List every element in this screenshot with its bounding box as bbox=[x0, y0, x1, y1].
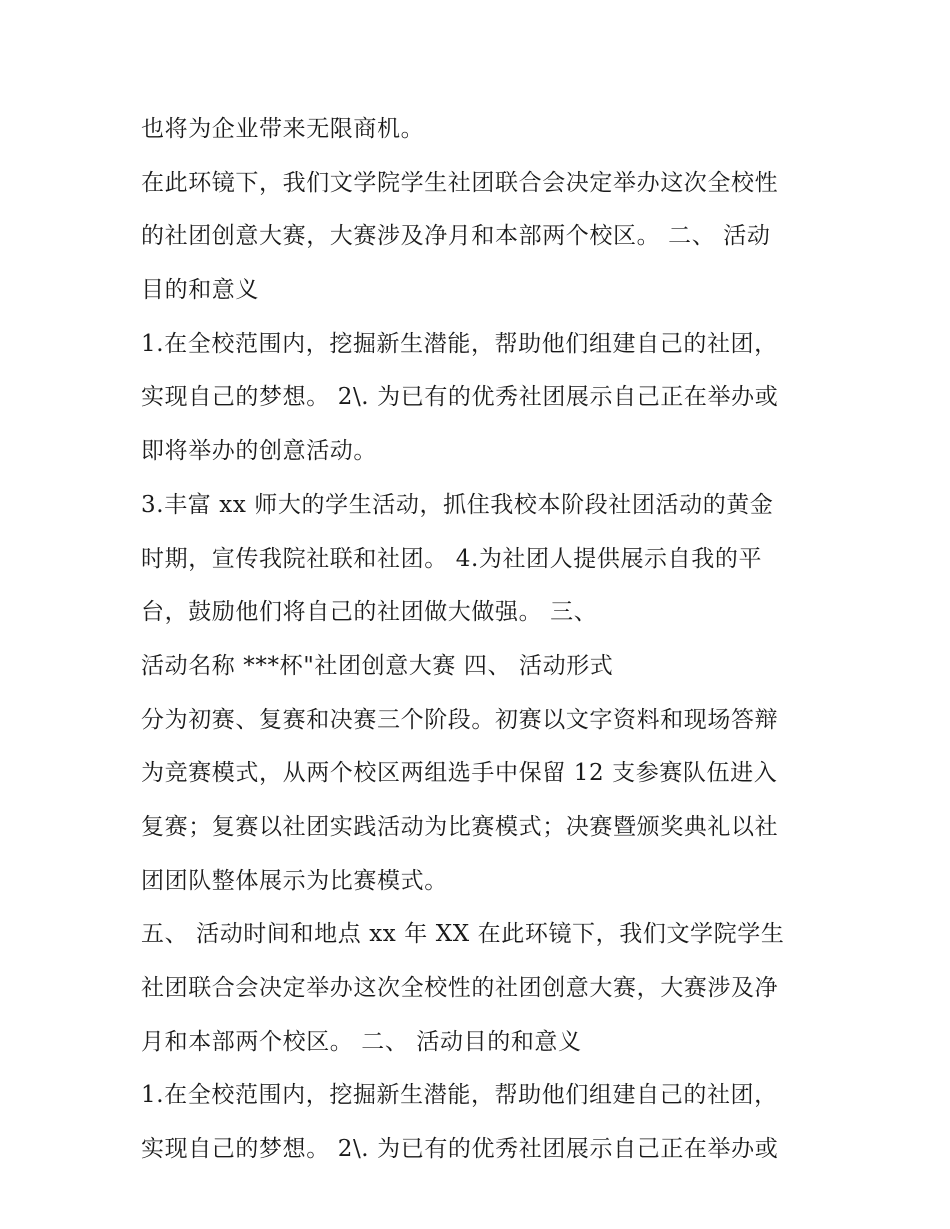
text-line: 分为初赛、复赛和决赛三个阶段。初赛以文字资料和现场答辩 bbox=[141, 706, 779, 733]
text-line: 团团队整体展示为比赛模式。 bbox=[141, 867, 448, 894]
text-line: 社团联合会决定举办这次全校性的社团创意大赛，大赛涉及净 bbox=[141, 975, 779, 1001]
text-line: 1.在全校范围内，挖掘新生潜能，帮助他们组建自己的社团， bbox=[141, 1082, 778, 1109]
text-line: 也将为企业带来无限商机。 bbox=[141, 116, 425, 142]
text-line: 即将举办的创意活动。 bbox=[141, 438, 377, 465]
text-line: 为竞赛模式，从两个校区两组选手中保留 12 支参赛队伍进入 bbox=[141, 760, 778, 787]
text-line: 台，鼓励他们将自己的社团做大做强。 三、 bbox=[141, 599, 598, 626]
text-line: 时期，宣传我院社联和社团。 4.为社团人提供展示自我的平 bbox=[141, 545, 763, 572]
text-line: 实现自己的梦想。 2\. 为已有的优秀社团展示自己正在举办或 bbox=[141, 1136, 779, 1163]
document-body bbox=[141, 107, 821, 1181]
text-line: 目的和意义 bbox=[141, 277, 259, 304]
text-line: 的社团创意大赛，大赛涉及净月和本部两个校区。 二、 活动 bbox=[141, 223, 771, 250]
text-line: 五、 活动时间和地点 xx 年 XX 在此环镜下，我们文学院学生 bbox=[141, 921, 785, 948]
text-line: 在此环镜下，我们文学院学生社团联合会决定举办这次全校性 bbox=[141, 169, 779, 196]
text-line: 3.丰富 xx 师大的学生活动，抓住我校本阶段社团活动的黄金 bbox=[141, 491, 774, 518]
text-line: 复赛；复赛以社团实践活动为比赛模式；决赛暨颁奖典礼以社 bbox=[141, 813, 779, 840]
text-line: 月和本部两个校区。 二、 活动目的和意义 bbox=[141, 1028, 582, 1055]
text-line: 1.在全校范围内，挖掘新生潜能，帮助他们组建自己的社团， bbox=[141, 330, 778, 357]
text-line: 实现自己的梦想。 2\. 为已有的优秀社团展示自己正在举办或 bbox=[141, 384, 779, 411]
text-line: 活动名称 ***杯"社团创意大赛 四、 活动形式 bbox=[141, 652, 614, 679]
